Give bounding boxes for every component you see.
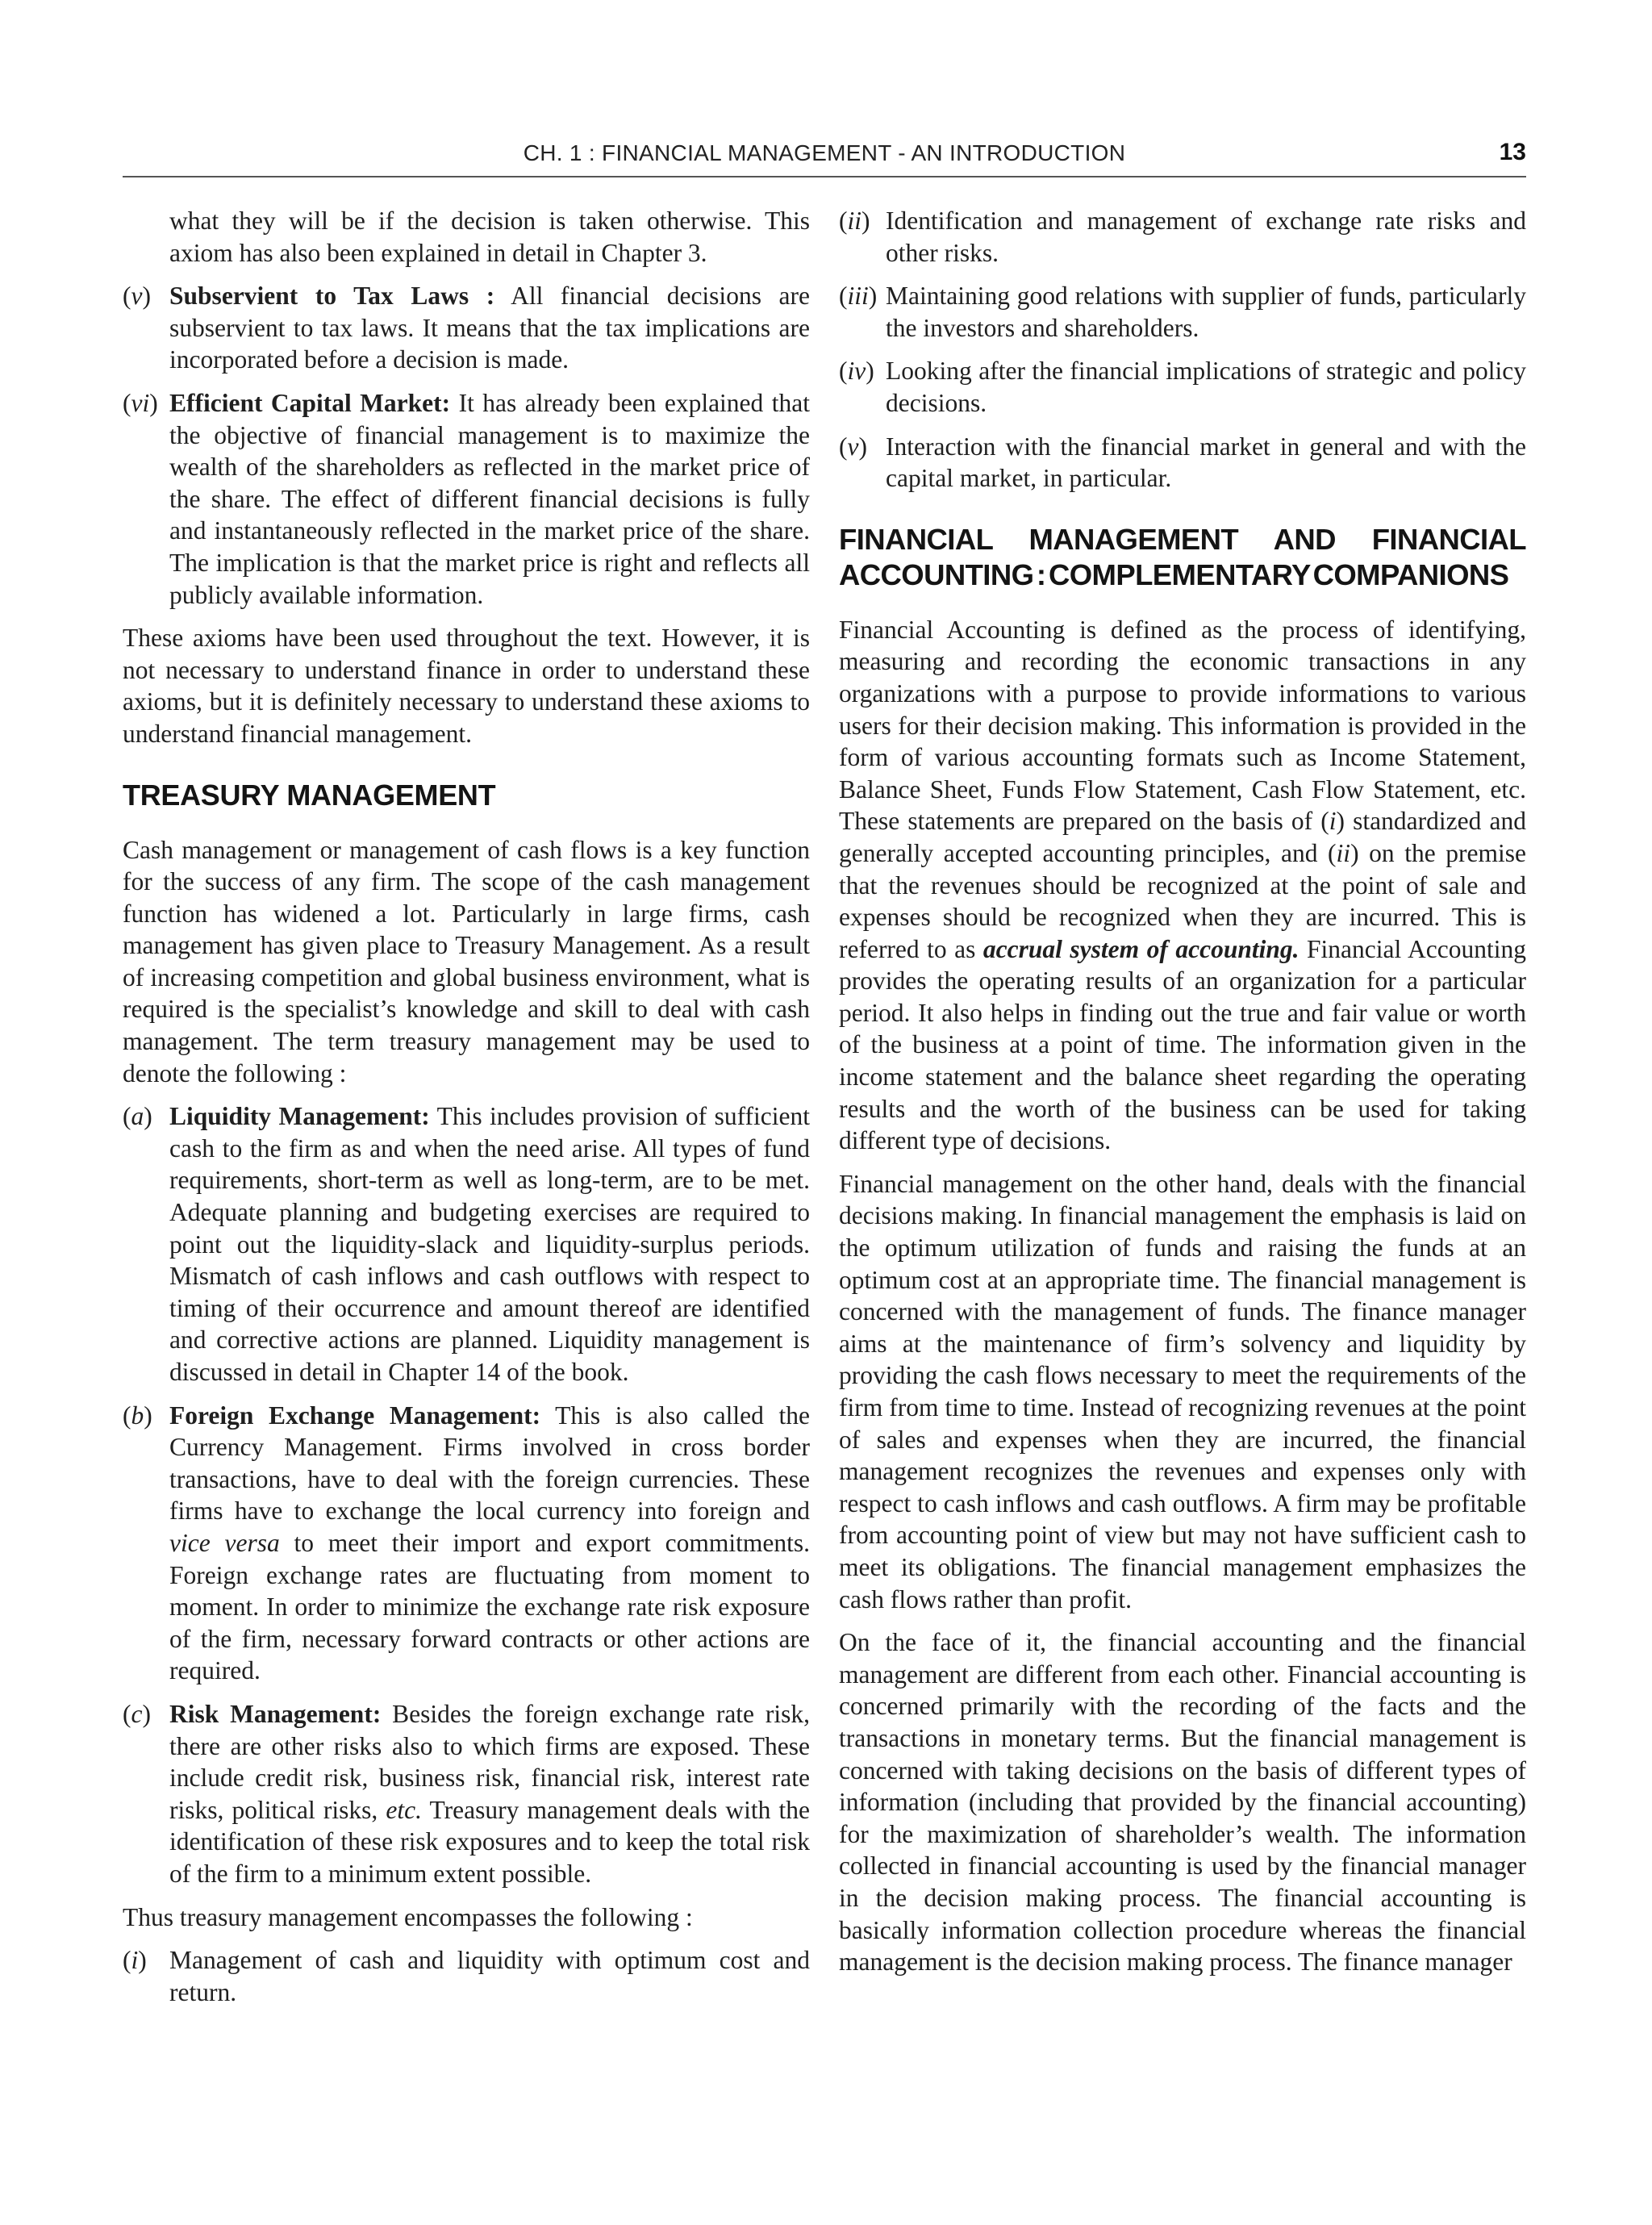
encompass-item-i — [123, 1944, 810, 2008]
item-body: Identification and management of exchange rate risks and other risks. — [886, 207, 1526, 267]
treasury-item-b — [123, 1400, 810, 1687]
item-marker: (iv) — [839, 357, 874, 386]
item-marker: (c) — [123, 1699, 151, 1728]
item-marker: (vi) — [123, 388, 158, 417]
page-number: 13 — [1499, 139, 1526, 165]
axiom-item-vi — [123, 387, 810, 611]
heading-line-2: ACCOUNTING : COMPLEMENTARY COMPANIONS — [839, 557, 1509, 591]
comparison-paragraph: On the face of it, the financial accounting and the financial management are different from each other. Financial accounting is concerned primarily with the recording of the facts and the transactions in monetary terms. But the financial management is concerned with taking decisions on the basis of different types of information (including that provided by the financial accounting) for the maximization of shareholder’s wealth. The information collected in financial accounting is used by the financial manager in the decision making process. The financial accounting is basically information collection procedure whereas the financial management is the decision making process. The finance manager — [839, 1628, 1526, 1977]
left-column — [123, 205, 810, 2019]
item-marker: (iii) — [839, 282, 878, 311]
item-marker: (v) — [839, 432, 867, 461]
axioms-summary-paragraph: These axioms have been used throughout the text. However, it is not necessary to understand finance in order to understand these axioms, but it is definitely necessary to understand these axioms to understand financial management. — [123, 624, 810, 748]
encompass-item-iv — [839, 355, 1526, 419]
item-marker: (i) — [123, 1946, 147, 1975]
item-body: Looking after the financial implications of strategic and policy decisions. — [886, 357, 1526, 417]
item-marker: (b) — [123, 1401, 152, 1430]
treasury-item-a — [123, 1100, 810, 1388]
section-heading-fm-accounting — [839, 522, 1526, 593]
page-header — [123, 136, 1526, 177]
item-body: Efficient Capital Market: It has already been explained that the objective of financial management is to maximize the wealth of the shareholders as reflected in the market price of the share. The effect of different financial decisions is fully and instantaneously reflected in the market price of the share. The implication is that the market price is right and reflects all publicly available information. — [169, 388, 810, 609]
running-head: CH. 1 : FINANCIAL MANAGEMENT - AN INTRODUCTION — [523, 140, 1126, 165]
item-title: Foreign Exchange Management: — [169, 1401, 541, 1430]
section-heading-treasury: TREASURY MANAGEMENT — [123, 778, 496, 812]
encompasses-paragraph: Thus treasury management encompasses the following : — [123, 1902, 693, 1931]
right-column — [839, 205, 1526, 1989]
heading-line-1: FINANCIAL MANAGEMENT AND FINANCIAL — [839, 522, 1526, 556]
item-title: Liquidity Management: — [169, 1102, 430, 1131]
item-body: Interaction with the financial market in general and with the capital market, in particular. — [886, 432, 1526, 493]
item-marker: (ii) — [839, 207, 870, 235]
treasury-intro-paragraph: Cash management or management of cash flows is a key function for the success of any firm. The scope of the cash management function has widened a lot. Particularly in large firms, cash management has given place to Treasury Management. As a result of increasing competition and global business environment, what is required is the specialist’s knowledge and skill to deal with cash management. The term treasury management may be used to denote the following : — [123, 835, 810, 1087]
encompass-item-ii — [839, 205, 1526, 269]
item-body: Management of cash and liquidity with optimum cost and return. — [169, 1946, 810, 2006]
item-body: Maintaining good relations with supplier of funds, particularly the investors and shareholders. — [886, 282, 1526, 342]
encompass-item-iii — [839, 280, 1526, 344]
axiom-item-v — [123, 280, 810, 376]
item-title: Subservient to Tax Laws : — [169, 282, 495, 311]
financial-accounting-paragraph: Financial Accounting is defined as the process of identifying, measuring and recording the economic transactions in any organizations with a purpose to provide informations to various users for their decision making. This information is provided in the form of various accounting formats such as Income Statement, Balance Sheet, Funds Flow Statement, Cash Flow Statement, etc. These statements are prepared on the basis of (i) standardized and generally accepted accounting principles, and (ii) on the premise that the revenues should be recognized at the point of sale and expenses should be recognized when they are incurred. This is referred to as accrual system of accounting. Financial Accounting provides the operating results of an organization for a particular period. It also helps in finding out the true and fair value or worth of the business at a point of time. The information given in the income statement and the balance sheet regarding the operating results and the worth of the business can be used for taking different type of decisions. — [839, 615, 1527, 1155]
continued-paragraph: what they will be if the decision is taken otherwise. This axiom has also been explained in detail in Chapter 3. — [169, 207, 810, 267]
item-body: Risk Management: Besides the foreign exchange rate risk, there are other risks also to which firms are exposed. These include credit risk, business risk, financial risk, interest rate risks, political risks, etc. Treasury management deals with the identification of these risk exposures and to keep the total risk of the firm to a minimum extent possible. — [169, 1699, 810, 1888]
item-title: Risk Management: — [169, 1699, 382, 1728]
item-body: Liquidity Management: This includes provision of sufficient cash to the firm as and when the need arise. All types of fund requirements, short-term as well as long-term, are to be met. Adequate planning and budgeting exercises are required to point out the liquidity-slack and liquidity-surplus periods. Mismatch of cash inflows and cash outflows with respect to timing of their occurrence and amount thereof are identified and corrective actions are planned. Liquidity management is discussed in detail in Chapter 14 of the book. — [169, 1102, 810, 1386]
encompass-item-v — [839, 431, 1526, 495]
item-marker: (a) — [123, 1102, 152, 1131]
item-title: Efficient Capital Market: — [169, 388, 451, 417]
financial-management-paragraph: Financial management on the other hand, deals with the financial decisions making. In financial management the emphasis is laid on the optimum utilization of funds and raising the funds at an optimum cost at an appropriate time. The financial management is concerned with the management of funds. The finance manager aims at the maintenance of firm’s solvency and liquidity by providing the cash flows necessary to meet the requirements of the firm from time to time. Instead of recognizing revenues at the point of sales and expenses when they are incurred, the financial management recognizes the revenues and expenses only with respect to cash inflows and cash outflows. A firm may be profitable from accounting point of view but may not have sufficient cash to meet its obligations. The financial management emphasizes the cash flows rather than profit. — [839, 1169, 1526, 1613]
item-body: Subservient to Tax Laws : All financial decisions are subservient to tax laws. It means that the tax implications are incorporated before a decision is made. — [169, 282, 810, 374]
treasury-item-c — [123, 1698, 810, 1890]
item-marker: (v) — [123, 282, 151, 311]
accrual-term: accrual system of accounting. — [982, 934, 1299, 963]
item-body: Foreign Exchange Management: This is also called the Currency Management. Firms involved in cross border transactions, have to deal with the foreign currencies. These firms have to exchange the local currency into foreign and vice versa to meet their import and export commitments. Foreign exchange rates are fluctuating from moment to moment. In order to minimize the exchange rate risk exposure of the firm, necessary forward contracts or other actions are required. — [169, 1401, 810, 1685]
